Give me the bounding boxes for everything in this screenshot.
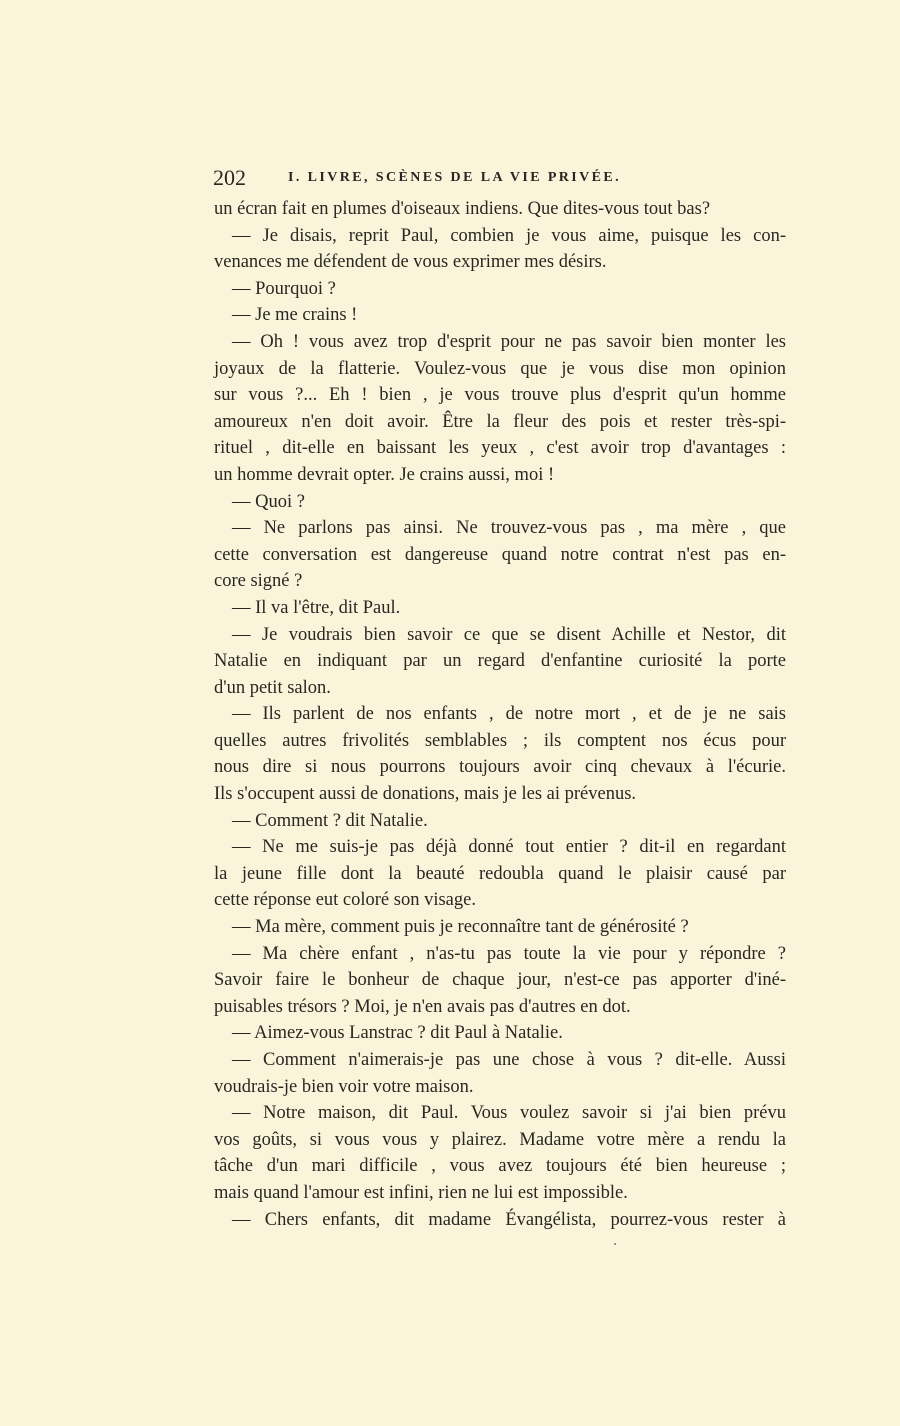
paper-speck (614, 1243, 616, 1245)
page-number: 202 (213, 165, 246, 190)
text-line: d'un petit salon. (214, 677, 331, 698)
text-line: la jeune fille dont la beauté redoubla quand le plaisir causé par (214, 863, 786, 884)
text-line: — Ne me suis-je pas déjà donné tout entier ? dit-il en regardant (232, 837, 786, 858)
text-line: core signé ? (214, 571, 303, 592)
text-line: — Comment n'aimerais-je pas une chose à vous ? dit-elle. Aussi (232, 1050, 786, 1070)
text-line: puisables trésors ? Moi, je n'en avais pas d'autres en dot. (214, 996, 631, 1017)
text-line: — Il va l'être, dit Paul. (232, 597, 401, 618)
text-line: — Je me crains ! (232, 305, 358, 326)
text-line: — Ma chère enfant , n'as-tu pas toute la vie pour y répondre ? (232, 943, 786, 964)
text-line: joyaux de la flatterie. Voulez-vous que je vous dise mon opinion (214, 358, 786, 379)
text-line: Savoir faire le bonheur de chaque jour, n'est-ce pas apporter d'iné- (214, 970, 786, 991)
text-line: Ils s'occupent aussi de donations, mais je les ai prévenus. (214, 784, 637, 805)
text-line: amoureux n'en doit avoir. Être la fleur des pois et rester très-spi- (214, 411, 786, 432)
text-line: — Oh ! vous avez trop d'esprit pour ne pas savoir bien monter les (232, 331, 786, 352)
text-line: — Quoi ? (232, 491, 305, 512)
text-line: un homme devrait opter. Je crains aussi, moi ! (214, 464, 555, 485)
page-header (213, 165, 788, 195)
text-line: — Ma mère, comment puis je reconnaître tant de générosité ? (232, 917, 689, 938)
text-line: — Je disais, reprit Paul, combien je vous aime, puisque les con- (232, 225, 786, 246)
text-line: quelles autres frivolités semblables ; ils comptent nos écus pour (214, 730, 786, 751)
text-line: vos goûts, si vous vous y plairez. Madame votre mère a rendu la (214, 1129, 786, 1150)
text-line: rituel , dit-elle en baissant les yeux , c'est avoir trop d'avantages : (214, 438, 786, 459)
text-line: — Je voudrais bien savoir ce que se disent Achille et Nestor, dit (232, 624, 786, 645)
text-line: venances me défendent de vous exprimer mes désirs. (214, 252, 607, 273)
text-line: — Notre maison, dit Paul. Vous voulez savoir si j'ai bien prévu (232, 1103, 786, 1124)
text-line: — Ils parlent de nos enfants , de notre mort , et de je ne sais (232, 704, 786, 725)
text-line: tâche d'un mari difficile , vous avez toujours été bien heureuse ; (214, 1156, 786, 1177)
page-body-text (214, 196, 786, 1233)
text-line: un écran fait en plumes d'oiseaux indiens. Que dites-vous tout bas? (214, 199, 711, 219)
text-line: nous dire si nous pourrons toujours avoir cinq chevaux à l'écurie. (214, 757, 786, 778)
text-line: cette réponse eut coloré son visage. (214, 890, 476, 911)
text-line: voudrais-je bien voir votre maison. (214, 1076, 474, 1097)
text-line: Natalie en indiquant par un regard d'enfantine curiosité la porte (214, 651, 786, 672)
text-line: — Pourquoi ? (232, 278, 336, 299)
text-line: — Chers enfants, dit madame Évangélista, pourrez-vous rester à (232, 1209, 786, 1230)
text-line: — Ne parlons pas ainsi. Ne trouvez-vous pas , ma mère , que (232, 518, 786, 539)
text-line: — Aimez-vous Lanstrac ? dit Paul à Natalie. (232, 1023, 563, 1044)
text-line: mais quand l'amour est infini, rien ne lui est impossible. (214, 1182, 628, 1203)
running-title: I. LIVRE, SCÈNES DE LA VIE PRIVÉE. (288, 170, 622, 185)
text-line: sur vous ?... Eh ! bien , je vous trouve plus d'esprit qu'un homme (214, 385, 786, 406)
text-line: — Comment ? dit Natalie. (232, 810, 428, 831)
text-line: cette conversation est dangereuse quand notre contrat n'est pas en- (214, 544, 786, 565)
